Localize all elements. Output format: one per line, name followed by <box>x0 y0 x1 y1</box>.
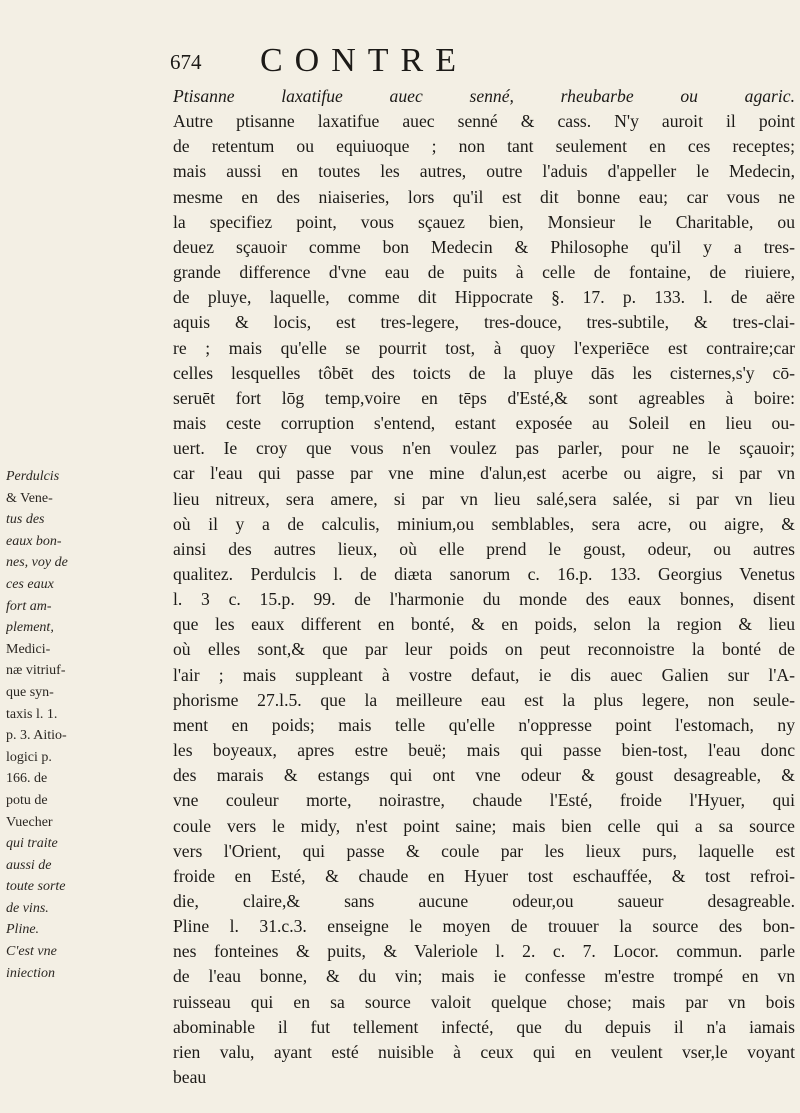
body-line: die, claire,& sans aucune odeur,ou saueur desagreable. <box>173 891 795 911</box>
body-line: l. 3 c. 15.p. 99. de l'harmonie du monde des eaux bonnes, disent <box>173 589 795 610</box>
body-line: Ptisanne laxatifue auec senné, rheubarbe ou agaric. <box>173 86 795 106</box>
body-line: abominable il fut tellement infecté, que du depuis il n'a iamais <box>173 1016 795 1037</box>
body-line: aquis & locis, est tres-legere, tres-douce, tres-subtile, & tres-clai- <box>173 312 795 333</box>
margin-note-line: Medici- <box>6 641 51 657</box>
margin-note-line: eaux bon- <box>6 533 62 549</box>
body-line: des marais & estangs qui ont vne odeur & goust desagreable, & <box>173 765 795 786</box>
margin-note-line: C'est vne <box>6 944 57 960</box>
body-line: Pline l. 31.c.3. enseigne le moyen de trouuer la source des bon- <box>173 916 795 937</box>
body-line: mais aussi en toutes les autres, outre l'aduis d'appeller le Medecin, <box>173 161 795 182</box>
margin-note-line: Perdulcis <box>6 469 60 484</box>
body-line: l'air ; mais suppleant à vostre defaut, ie dis auec Galien sur l'A- <box>173 664 795 685</box>
margin-note <box>6 466 72 984</box>
margin-note-line: Pline. <box>6 922 40 938</box>
margin-note-line: p. 3. Aitio- <box>6 728 67 744</box>
body-line: de pluye, laquelle, comme dit Hippocrate §. 17. p. 133. l. de aëre <box>173 287 795 308</box>
page-header <box>170 44 790 82</box>
body-line: qualitez. Perdulcis l. de diæta sanorum c. 16.p. 133. Georgius Venetus <box>173 563 795 584</box>
margin-note-line: fort am- <box>6 598 52 614</box>
body-line: grande difference d'vne eau de puits à celle de fontaine, de riuiere, <box>173 262 795 283</box>
body-line: ainsi des autres lieux, où elle prend le goust, odeur, ou autres <box>173 538 795 559</box>
body-line: re ; mais qu'elle se pourrit tost, à quoy l'experiēce est contraire;car <box>173 337 795 358</box>
margin-note-line: de vins. <box>6 900 49 916</box>
body-line: lieu nitreux, sera amere, si par vn lieu salé,sera salée, si par vn lieu <box>173 488 795 509</box>
margin-note-line: que syn- <box>6 684 54 700</box>
margin-note-line: iniection <box>6 965 55 981</box>
body-line: coule vers le midy, n'est point saine; mais bien celle qui a sa source <box>173 815 795 836</box>
margin-note-line: logici p. <box>6 749 52 765</box>
margin-note-line: Vuecher <box>6 814 53 830</box>
body-line: nes fonteines & puits, & Valeriole l. 2. c. 7. Locor. commun. parle <box>173 941 795 962</box>
body-line: où elles sont,& que par leur poids on peut reconnoistre la bonté de <box>173 639 795 660</box>
body-line: rien valu, ayant esté nuisible à ceux qui en veulent vser,le voyant <box>173 1041 795 1062</box>
body-line: ruisseau qui en sa source valoit quelque chose; mais par vn bois <box>173 991 795 1012</box>
body-line: beau <box>173 1067 207 1088</box>
margin-note-line: toute sorte <box>6 879 66 895</box>
body-line: celles lesquelles tôbēt des toicts de la pluye dās les cisternes,s'y cō- <box>173 362 795 383</box>
body-line: ment en poids; mais telle qu'elle n'oppresse point l'estomach, ny <box>173 714 795 735</box>
body-line: car l'eau qui passe par vne mine d'alun,est acerbe ou aigre, si par vn <box>173 463 795 484</box>
margin-note-line: taxis l. 1. <box>6 706 58 722</box>
margin-note-line: næ vitriuf- <box>6 663 66 679</box>
margin-note-line: tus des <box>6 512 45 528</box>
running-head: CONTRE <box>260 42 468 79</box>
body-line: mais ceste corruption s'entend, estant exposée au Soleil en lieu ou- <box>173 413 795 434</box>
margin-note-line: 166. de <box>6 771 48 787</box>
margin-note-line: nes, voy de <box>6 555 68 571</box>
body-line: de retentum ou equiuoque ; non tant seulement en ces receptes; <box>173 136 795 157</box>
body-line: vers l'Orient, qui passe & coule par les lieux purs, laquelle est <box>173 840 795 861</box>
body-line: froide en Esté, & chaude en Hyuer tost eschauffée, & tost refroi- <box>173 865 795 886</box>
body-line: phorisme 27.l.5. que la meilleure eau est la plus legere, non seule- <box>173 689 795 710</box>
body-line: où il y a de calculis, minium,ou semblables, sera acre, ou aigre, & <box>173 513 795 534</box>
margin-note-line: qui traite <box>6 836 58 852</box>
margin-note-line: & Vene- <box>6 490 53 506</box>
page-number: 674 <box>170 50 202 74</box>
body-line: deuez sçauoir comme bon Medecin & Philosophe qu'il y a tres- <box>173 236 795 257</box>
body-text <box>173 84 795 1090</box>
body-line: les boyeaux, apres estre beuë; mais qui passe bien-tost, l'eau donc <box>173 740 795 761</box>
margin-note-line: potu de <box>6 792 48 808</box>
body-line: que les eaux different en bonté, & en poids, selon la region & lieu <box>173 614 795 635</box>
body-line: mesme en des niaiseries, lors qu'il est dit bonne eau; car vous ne <box>173 186 795 207</box>
body-line: la specifiez point, vous sçauez bien, Monsieur le Charitable, ou <box>173 211 795 232</box>
margin-note-line: ces eaux <box>6 576 54 592</box>
body-line: Autre ptisanne laxatifue auec senné & cass. N'y auroit il point <box>173 111 795 132</box>
body-line: uert. Ie croy que vous n'en voulez pas parler, pour ne le sçauoir; <box>173 438 795 459</box>
margin-note-line: aussi de <box>6 857 52 873</box>
body-line: de l'eau bonne, & du vin; mais ie confesse m'estre trompé en vn <box>173 966 795 987</box>
body-line: vne couleur morte, noirastre, chaude l'Esté, froide l'Hyuer, qui <box>173 790 795 811</box>
body-line: seruēt fort lōg temp,voire en tēps d'Esté,& sont agreables à boire: <box>173 387 795 408</box>
margin-note-line: plement, <box>6 620 54 636</box>
